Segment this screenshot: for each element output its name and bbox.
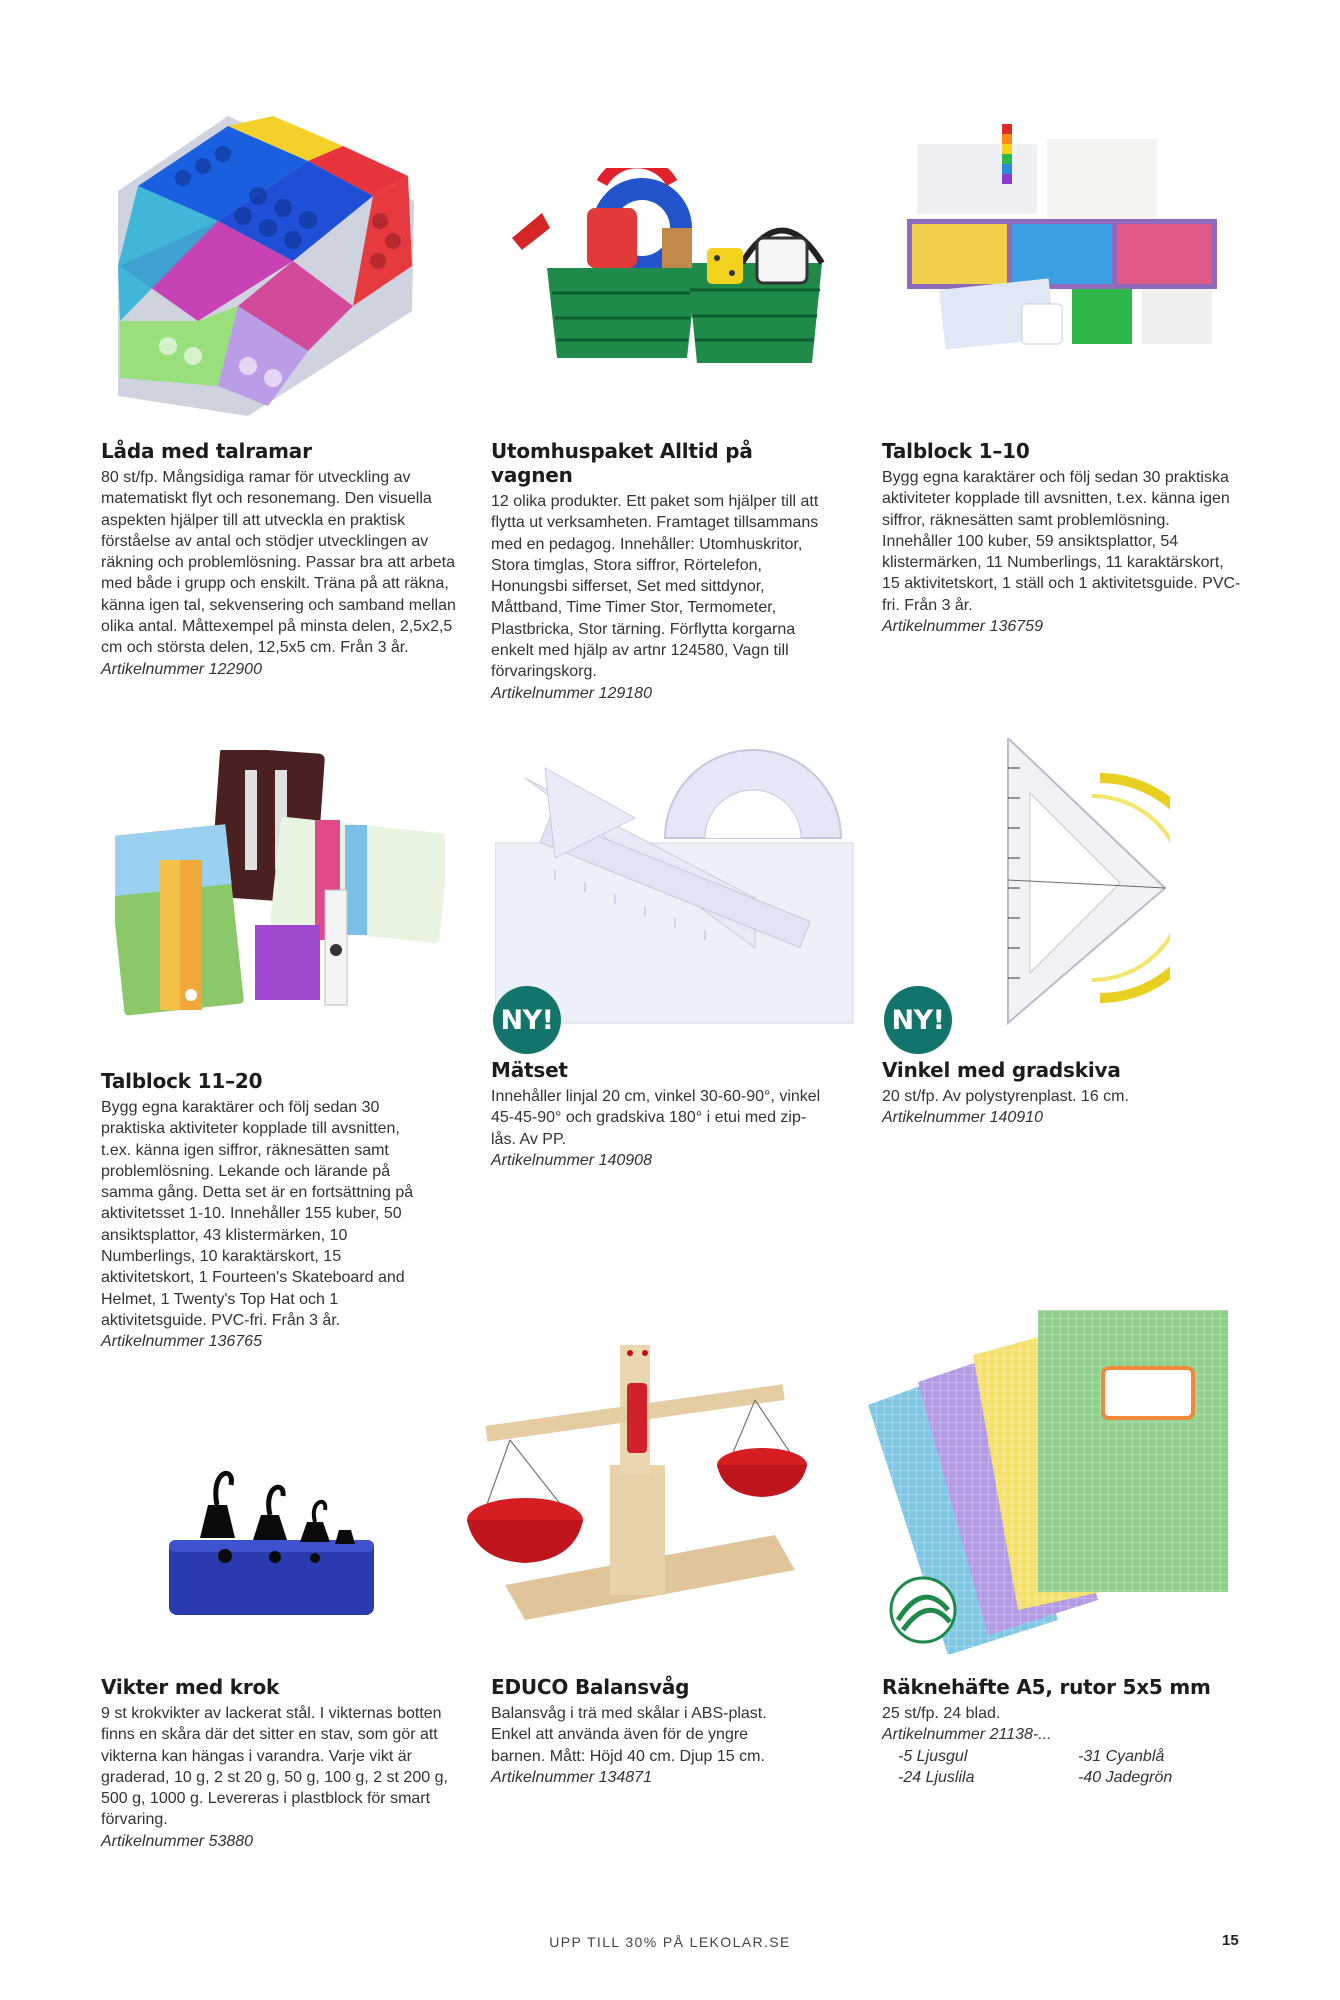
article-number: Artikelnummer 136765 (101, 1333, 262, 1351)
product-matset (491, 1058, 826, 1171)
article-number: Artikelnummer 53880 (101, 1832, 254, 1850)
product-description: 25 st/fp. 24 blad. (882, 1705, 1001, 1722)
article-number: Artikelnummer 140910 (882, 1109, 1043, 1127)
article-number: Artikelnummer 21138-... (882, 1726, 1052, 1744)
article-number: Artikelnummer 136759 (882, 618, 1043, 636)
article-number: Artikelnummer 129180 (491, 684, 652, 702)
variant-item: -40 Jadegrön (1078, 1768, 1173, 1786)
product-title: Räknehäfte A5, rutor 5x5 mm (882, 1675, 1211, 1699)
page-number: 15 (1222, 1932, 1239, 1949)
outdoor-baskets-image (492, 168, 842, 378)
article-number: Artikelnummer 122900 (101, 660, 262, 678)
variant-item: -31 Cyanblå (1078, 1747, 1165, 1765)
product-title: Talblock 1–10 (882, 439, 1030, 463)
product-title: Utomhuspaket Alltid på vagnen (491, 439, 753, 487)
measuring-set-image (495, 748, 855, 1028)
product-description: 12 olika produkter. Ett paket som hjälper till att flytta ut verksamheten. Framtaget tillsammans med en pedagog. Innehåller: Utomhuskritor, Stora timglas, Stora siffror, Rörtelefon, Honungsbi sifferset, Set med sittdynor, Måttband, Time Timer Stor, Termometer, Plastbricka, Stor tärning. Förflytta korgarna enkelt med hjälp av artnr 124580, Vagn till förvaringskorg. (491, 493, 819, 681)
new-badge: NY! (884, 986, 952, 1054)
new-badge: NY! (493, 986, 561, 1054)
talramar-box-image (108, 116, 426, 416)
product-description: 9 st krokvikter av lackerat stål. I vikternas botten finns en skåra där det sitter en stav, som gör att vikterna kan hängas i varandra. Varje vikt är graderad, 10 g, 2 st 20 g, 50 g, 100 g, 2 st 200 g, 500 g, 1000 g. Levereras i plastblock för smart förvaring. (101, 1705, 448, 1829)
product-title: Mätset (491, 1058, 568, 1082)
product-title: EDUCO Balansvåg (491, 1675, 690, 1699)
product-vikter-krok (101, 1675, 466, 1852)
product-title: Vinkel med gradskiva (882, 1058, 1121, 1082)
product-title: Vikter med krok (101, 1675, 280, 1699)
product-raknehafte (882, 1675, 1242, 1788)
product-balansvag (491, 1675, 806, 1788)
product-title: Talblock 11–20 (101, 1069, 263, 1093)
exercise-books-image (868, 1310, 1233, 1655)
product-talblock-11-20 (101, 1069, 431, 1353)
set-square-protractor-image (1000, 738, 1170, 1028)
product-description: Balansvåg i trä med skålar i ABS-plast. Enkel att använda även för de yngre barnen. Mått: Höjd 40 cm. Djup 15 cm. (491, 1705, 767, 1765)
product-vinkel-gradskiva (882, 1058, 1222, 1129)
variant-item: -5 Ljusgul (898, 1747, 968, 1765)
variant-item: -24 Ljuslila (898, 1768, 975, 1786)
hook-weights-image (165, 1460, 380, 1620)
article-number: Artikelnummer 134871 (491, 1768, 652, 1786)
product-talblock-1-10 (882, 439, 1244, 637)
product-description: Bygg egna karaktärer och följ sedan 30 praktiska aktiviteter kopplade till avsnitten, t.ex. känna igen siffror, räknesätten samt problemlösning. Lekande och lärande på samma gång. Detta set är en fortsättning på aktivitetsset 1-10. Innehåller 155 kuber, 50 ansiktsplattor, 43 klistermärken, 10 Numberlings, 10 karaktärskort, 15 aktivitetskort, 1 Fourteen's Skateboard and Helmet, 1 Twenty's Top Hat och 1 aktivitetsguide. PVC-fri. Från 3 år. (101, 1099, 414, 1329)
balance-scale-image (465, 1345, 835, 1620)
product-description: 80 st/fp. Mångsidiga ramar för utveckling av matematiskt flyt och resonemang. Den visuella aspekten hjälper till att utveckla en praktisk förståelse av antal och stödjer utvecklingen av räkning och problemlösning. Passar bra att arbeta med både i grupp och enskilt. Träna på att räkna, känna igen tal, sekvensering och samband mellan olika antal. Måttexempel på minsta delen, 2,5x2,5 cm och största delen, 12,5x5 cm. Från 3 år. (101, 469, 456, 657)
product-description: Bygg egna karaktärer och följ sedan 30 praktiska aktiviteter kopplade till avsnitten, t.ex. känna igen siffror, räknesätten samt problemlösning. Innehåller 100 kuber, 59 ansiktsplattor, 54 klistermärken, 11 Numberlings, 11 karaktärskort, 15 aktivitetskort, 1 ställ och 1 aktivitetsguide. PVC-fri. Från 3 år. (882, 469, 1241, 614)
product-description: 20 st/fp. Av polystyrenplast. 16 cm. (882, 1088, 1129, 1105)
product-description: Innehåller linjal 20 cm, vinkel 30-60-90°, vinkel 45-45-90° och gradskiva 180° i etui med zip-lås. Av PP. (491, 1088, 821, 1148)
product-talramar (101, 439, 471, 680)
product-utomhuspaket (491, 439, 836, 704)
numberblocks-1-10-image (902, 124, 1232, 354)
color-variants (898, 1746, 1242, 1789)
product-title: Låda med talramar (101, 439, 312, 463)
footer-promo: UPP TILL 30% PÅ LEKOLAR.SE (549, 1934, 791, 1950)
article-number: Artikelnummer 140908 (491, 1151, 652, 1169)
numberblocks-11-20-image (115, 750, 445, 1030)
